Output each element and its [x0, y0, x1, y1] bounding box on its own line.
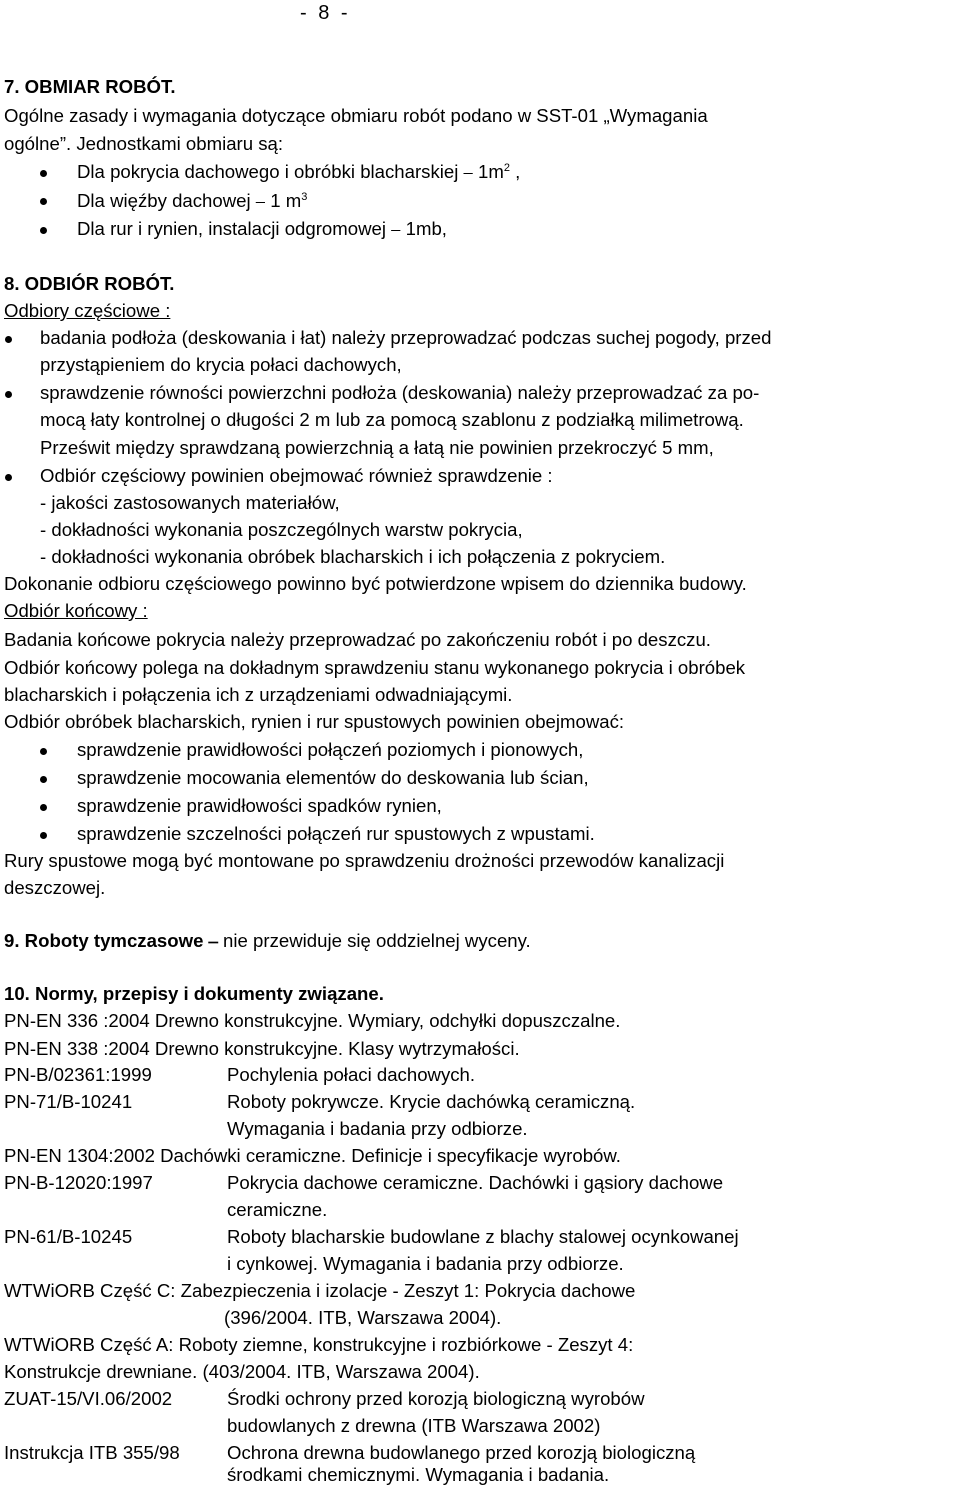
section-9 — [4, 932, 531, 951]
s8-p2-line3: Prześwit między sprawdzaną powierzchnią a łatą nie powinien przekroczyć 5 mm, — [40, 437, 714, 458]
norm-6-code: PN-B-12020:1997 — [4, 1172, 153, 1193]
norm-5: PN-EN 1304:2002 Dachówki ceramiczne. Definicje i specyfikacje wyrobów. — [4, 1145, 621, 1166]
s8-p3: Odbiór częściowy powinien obejmować również sprawdzenie : — [40, 465, 553, 486]
section-9-text: nie przewiduje się oddzielnej wyceny. — [217, 930, 531, 951]
norm-4-text-2: Wymagania i badania przy odbiorze. — [227, 1118, 528, 1139]
final-acceptance-title: Odbiór końcowy : — [4, 600, 148, 621]
s7-intro-line1: Ogólne zasady i wymagania dotyczące obmiaru robót podano w SST-01 „Wymagania — [4, 105, 708, 126]
page-number: - 8 - — [300, 2, 351, 24]
norm-11-text: Ochrona drewna budowlanego przed korozją biologiczną — [227, 1442, 696, 1463]
section-10-heading: 10. Normy, przepisy i dokumenty związane. — [4, 983, 384, 1004]
norm-8: WTWiORB Część C: Zabezpieczenia i izolacje - Zeszyt 1: Pokrycia dachowe — [4, 1280, 636, 1301]
s8-check-2: sprawdzenie mocowania elementów do deskowania lub ścian, — [77, 767, 589, 788]
bullet-icon — [5, 336, 12, 343]
bullet-icon — [40, 832, 47, 839]
bullet-icon — [5, 474, 12, 481]
partial-acceptance-title: Odbiory częściowe : — [4, 300, 171, 321]
norm-8-line2: (396/2004. ITB, Warszawa 2004). — [224, 1307, 502, 1328]
norm-7-code: PN-61/B-10245 — [4, 1226, 133, 1247]
bullet-icon — [40, 748, 47, 755]
s8-final-1: Badania końcowe pokrycia należy przeprowadzać po zakończeniu robót i po deszczu. — [4, 629, 711, 650]
s7-bullet-2: Dla więźby dachowej ⎯ 1 $m^3$ — [77, 190, 308, 211]
s8-check-3: sprawdzenie prawidłowości spadków rynien, — [77, 795, 442, 816]
s8-p1-line1: badania podłoża (deskowania i łat) należy przeprowadzać podczas suchej pogody, przed — [40, 327, 772, 348]
section-7-heading: 7. OBMIAR ROBÓT. — [4, 76, 176, 97]
bullet-icon — [40, 198, 47, 205]
norm-6-text-2: ceramiczne. — [227, 1199, 328, 1220]
section-9-heading: 9. Roboty tymczasowe ⎯ — [4, 930, 218, 951]
norm-7-text-2: i cynkowej. Wymagania i badania przy odbiorze. — [227, 1253, 624, 1274]
norm-3-code: PN-B/02361:1999 — [4, 1064, 152, 1085]
s7-intro-line2: ogólne”. Jednostkami obmiaru są: — [4, 133, 284, 154]
norm-3-text: Pochylenia połaci dachowych. — [227, 1064, 476, 1085]
s8-check-4: sprawdzenie szczelności połączeń rur spustowych z wpustami. — [77, 823, 595, 844]
norm-11-code: Instrukcja ITB 355/98 — [4, 1442, 180, 1463]
bullet-icon — [5, 391, 12, 398]
norm-11-text-2: środkami chemicznymi. Wymagania i badania. — [227, 1464, 610, 1485]
bullet-icon — [40, 227, 47, 234]
section-8-heading: 8. ODBIÓR ROBÓT. — [4, 273, 175, 294]
norm-10-code: ZUAT-15/VI.06/2002 — [4, 1388, 173, 1409]
s8-final-2-line2: blacharskich i połączenia ich z urządzeniami odwadniającymi. — [4, 684, 513, 705]
s8-dash-1: - jakości zastosowanych materiałów, — [40, 492, 340, 513]
norm-2: PN-EN 338 :2004 Drewno konstrukcyjne. Klasy wytrzymałości. — [4, 1038, 520, 1059]
s7-bullet-1: Dla pokrycia dachowego i obróbki blacharskiej ⎯ $1m^2$ , — [77, 161, 521, 182]
bullet-icon — [40, 170, 47, 177]
norm-9: WTWiORB Część A: Roboty ziemne, konstrukcyjne i rozbiórkowe - Zeszyt 4: — [4, 1334, 634, 1355]
norm-6-text: Pokrycia dachowe ceramiczne. Dachówki i gąsiory dachowe — [227, 1172, 724, 1193]
norm-1: PN-EN 336 :2004 Drewno konstrukcyjne. Wymiary, odchyłki dopuszczalne. — [4, 1010, 621, 1031]
s8-confirm: Dokonanie odbioru częściowego powinno być potwierdzone wpisem do dziennika budowy. — [4, 573, 747, 594]
s8-p2-line2: mocą łaty kontrolnej o długości 2 m lub za pomocą szablonu z podziałką milimetrową. — [40, 409, 744, 430]
s8-pipes-line2: deszczowej. — [4, 877, 106, 898]
s8-p2-line1: sprawdzenie równości powierzchni podłoża (deskowania) należy przeprowadzać za po- — [40, 382, 760, 403]
bullet-icon — [40, 776, 47, 783]
s8-check-1: sprawdzenie prawidłowości połączeń poziomych i pionowych, — [77, 739, 584, 760]
s7-bullet-3: Dla rur i rynien, instalacji odgromowej ⎯ 1mb, — [77, 218, 447, 239]
s8-pipes-line1: Rury spustowe mogą być montowane po sprawdzeniu drożności przewodów kanalizacji — [4, 850, 725, 871]
norm-10-text-2: budowlanych z drewna (ITB Warszawa 2002) — [227, 1415, 601, 1436]
norm-7-text: Roboty blacharskie budowlane z blachy stalowej ocynkowanej — [227, 1226, 739, 1247]
s8-dash-3: - dokładności wykonania obróbek blacharskich i ich połączenia z pokryciem. — [40, 546, 666, 567]
norm-9-line2: Konstrukcje drewniane. (403/2004. ITB, Warszawa 2004). — [4, 1361, 480, 1382]
s8-p1-line2: przystąpieniem do krycia połaci dachowych, — [40, 354, 402, 375]
norm-4-text: Roboty pokrywcze. Krycie dachówką ceramiczną. — [227, 1091, 636, 1112]
s8-final-3: Odbiór obróbek blacharskich, rynien i rur spustowych powinien obejmować: — [4, 711, 625, 732]
s8-dash-2: - dokładności wykonania poszczególnych warstw pokrycia, — [40, 519, 523, 540]
norm-10-text: Środki ochrony przed korozją biologiczną wyrobów — [227, 1388, 645, 1409]
s8-final-2-line1: Odbiór końcowy polega na dokładnym sprawdzeniu stanu wykonanego pokrycia i obróbek — [4, 657, 746, 678]
bullet-icon — [40, 804, 47, 811]
norm-4-code: PN-71/B-10241 — [4, 1091, 133, 1112]
